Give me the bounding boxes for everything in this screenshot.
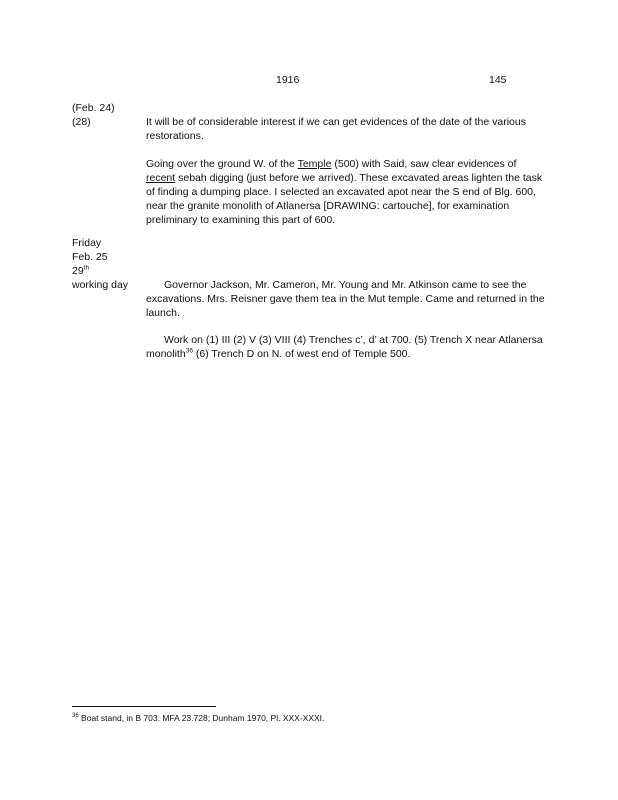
footnote-text: Boat stand, in B 703. MFA 23.728; Dunham 1970, Pl. XXX-XXXI. <box>78 713 325 723</box>
page-number: 145 <box>489 74 507 86</box>
entry-2-paragraph-2 <box>146 333 546 361</box>
margin-day-count: (28) <box>72 116 91 128</box>
ordinal-suffix: th <box>83 264 90 272</box>
footnote-marker: 36 <box>72 713 79 720</box>
paragraph-text: sebaḥ digging (just before we arrived). These excavated areas lighten the task of finding a dumping place. I selected an excavated apot near the S end of Blg. 600, near the granite monolith of Atlanersa [DRAWING: cartouche], for examination preliminary to examining this part of 600. <box>146 172 543 226</box>
footnote-separator <box>72 706 216 707</box>
entry-1-paragraph-1 <box>146 115 546 143</box>
paragraph-text: Governor Jackson, Mr. Cameron, Mr. Young and Mr. Atkinson came to see the excavations. Mrs. Reisner gave them tea in the Mut temple. Came and returned in the launch. <box>146 279 545 319</box>
footnote <box>72 713 324 724</box>
margin-date: Feb. 25 <box>72 251 108 263</box>
entry-1-paragraph-2 <box>146 157 546 227</box>
paragraph-text: Going over the ground W. of the <box>146 158 298 170</box>
entry-2-paragraph-1 <box>146 278 546 320</box>
margin-weekday: Friday <box>72 237 102 249</box>
paragraph-text: (6) Trench D on N. of west end of Temple 500. <box>192 348 411 360</box>
underlined-word-temple: Temple <box>297 158 332 170</box>
margin-date: (Feb. 24) <box>72 102 115 114</box>
entry-1-margin <box>72 101 144 129</box>
paragraph-text: Work on (1) III (2) V (3) VIII (4) Trenches c’, d’ at 700. (5) Trench X near Atlanersa monolith <box>146 334 543 360</box>
underlined-word-recent: recent <box>146 172 176 184</box>
entry-2-margin <box>72 236 144 292</box>
footnote-reference: 36 <box>185 347 193 355</box>
paragraph-text: It will be of considerable interest if we can get evidences of the date of the various restorations. <box>146 116 526 142</box>
page-header-year: 1916 <box>276 74 300 86</box>
margin-day-number: 29th <box>72 264 90 277</box>
margin-working-day: working day <box>72 279 129 291</box>
paragraph-text: (500) with Said, saw clear evidences of <box>331 158 517 170</box>
